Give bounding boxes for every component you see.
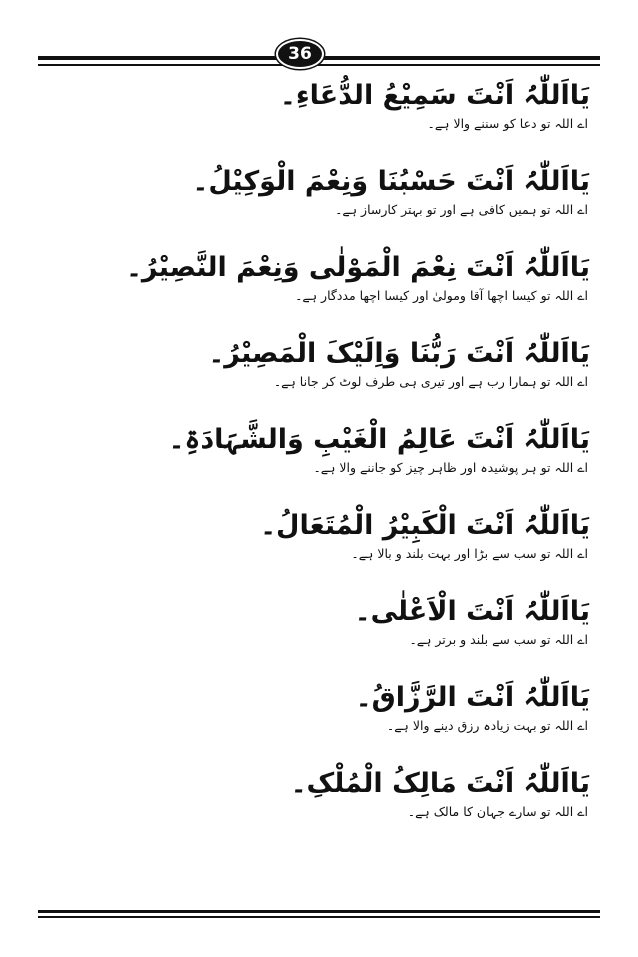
dua-translation: اے اللہ تو کیسا اچھا آقا ومولیٰ اور کیسا اچھا مددگار ہے۔ (295, 288, 588, 303)
dua-entry (40, 336, 598, 392)
dua-text: یَااَللّٰہُ اَنْتَ سَمِیْعُ الدُّعَاءِ۔ (280, 80, 590, 111)
dua-translation: اے اللہ تو ہر پوشیدہ اور ظاہر چیز کو جاننے والا ہے۔ (313, 460, 588, 475)
footer-rule-thick (38, 910, 600, 913)
dua-entry (40, 680, 598, 736)
dua-text: یَااَللّٰہُ اَنْتَ الرَّزَّاقُ۔ (355, 682, 590, 713)
dua-entry (40, 250, 598, 306)
dua-translation: اے اللہ تو سب سے بڑا اور بہت بلند و بالا ہے۔ (351, 546, 588, 561)
dua-entry (40, 766, 598, 822)
dua-entry (40, 508, 598, 564)
header-rule-thin (38, 64, 600, 66)
dua-list (40, 70, 598, 822)
dua-translation: اے اللہ تو ہمیں کافی ہے اور تو بہتر کارساز ہے۔ (335, 202, 588, 217)
dua-text: یَااَللّٰہُ اَنْتَ الْکَبِیْرُ الْمُتَعَالُ۔ (260, 510, 590, 541)
dua-translation: اے اللہ تو سب سے بلند و برتر ہے۔ (409, 632, 588, 647)
dua-translation: اے اللہ تو دعا کو سننے والا ہے۔ (427, 116, 588, 131)
dua-translation: اے اللہ تو بہت زیادہ رزق دینے والا ہے۔ (386, 718, 588, 733)
dua-text: یَااَللّٰہُ اَنْتَ الْاَعْلٰی۔ (354, 596, 590, 627)
dua-entry (40, 422, 598, 478)
dua-text: یَااَللّٰہُ اَنْتَ مَالِکُ الْمُلْکِ۔ (290, 768, 590, 799)
page-number: 36 (276, 39, 324, 69)
dua-translation: اے اللہ تو سارے جہان کا مالک ہے۔ (407, 804, 588, 819)
dua-text: یَااَللّٰہُ اَنْتَ عَالِمُ الْغَیْبِ وَالشَّہَادَۃِ۔ (168, 424, 590, 455)
dua-entry (40, 78, 598, 134)
dua-text: یَااَللّٰہُ اَنْتَ حَسْبُنَا وَنِعْمَ الْوَکِیْلُ۔ (192, 166, 590, 197)
dua-entry (40, 164, 598, 220)
dua-translation: اے اللہ تو ہمارا رب ہے اور تیری ہی طرف لوٹ کر جانا ہے۔ (273, 374, 588, 389)
dua-text: یَااَللّٰہُ اَنْتَ نِعْمَ الْمَوْلٰی وَنِعْمَ النَّصِیْرُ۔ (126, 252, 590, 283)
dua-text: یَااَللّٰہُ اَنْتَ رَبُّنَا وَاِلَیْکَ الْمَصِیْرُ۔ (208, 338, 590, 369)
footer-rule-thin (38, 916, 600, 918)
dua-entry (40, 594, 598, 650)
